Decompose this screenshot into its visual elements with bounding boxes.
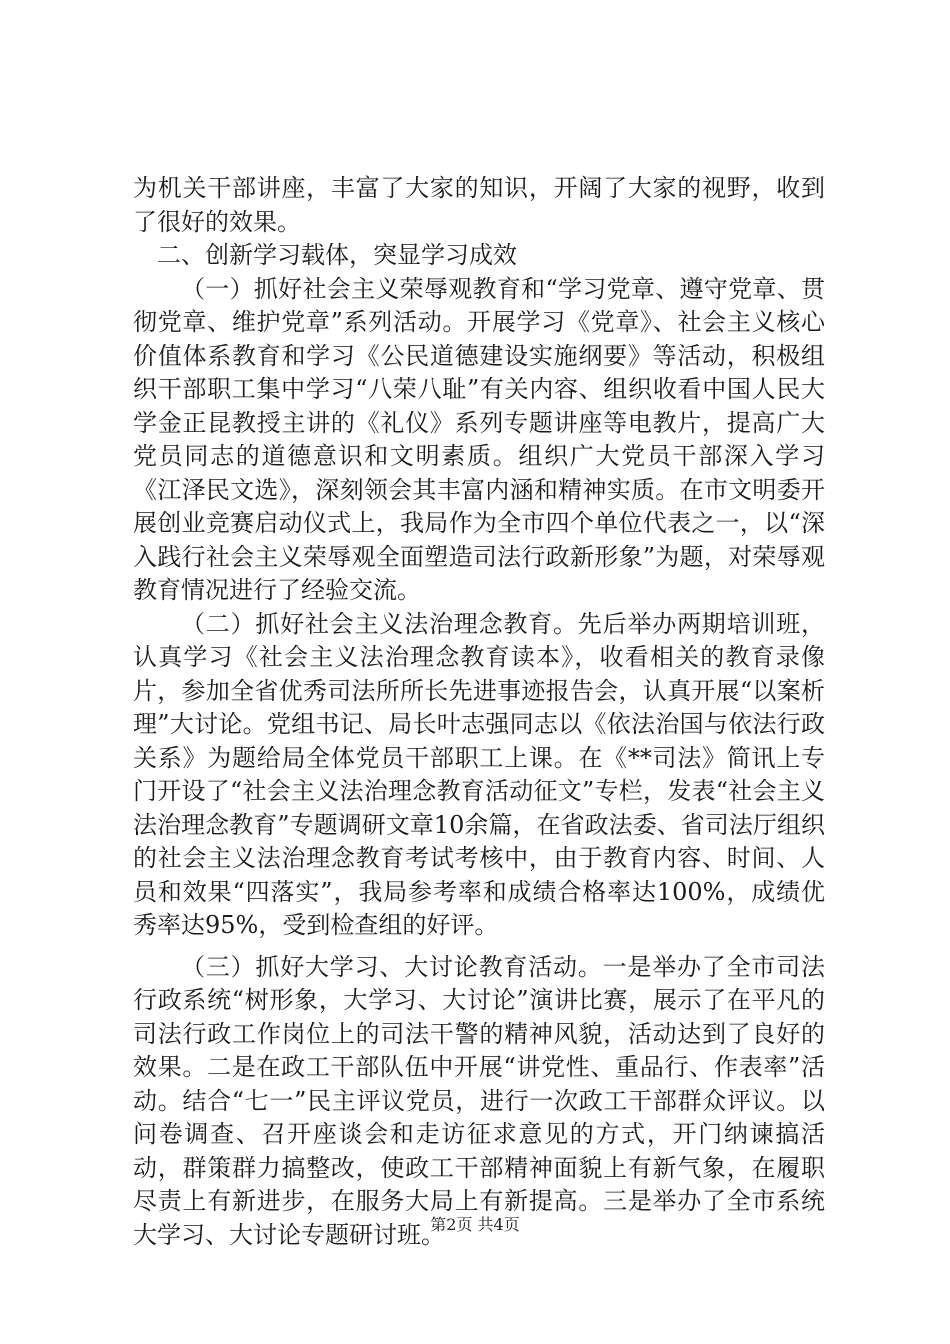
paragraph-continuation: 为机关干部讲座，丰富了大家的知识，开阔了大家的视野，收到了很好的效果。 [133, 174, 825, 236]
paragraph-item-3: （三）抓好大学习、大讨论教育活动。一是举办了全市司法行政系统“树形象，大学习、大讨论”演讲比赛，展示了在平凡的司法行政工作岗位上的司法干警的精神风貌，活动达到了良好的效果。二是在政工干部队伍中开展“讲党性、重品行、作表率”活动。结合“七一”民主评议党员，进行一次政工干部群众评议。以问卷调查、召开座谈会和走访征求意见的方式，开门纳谏搞活动，群策群力搞整改，使政工干部精神面貌上有新气象，在履职尽责上有新进步，在服务大局上有新提高。三是举办了全市系统大学习、大讨论专题研讨班。 [133, 952, 825, 1249]
document-body [133, 172, 825, 1252]
paragraph-item-1: （一）抓好社会主义荣辱观教育和“学习党章、遵守党章、贯彻党章、维护党章”系列活动。开展学习《党章》、社会主义核心价值体系教育和学习《公民道德建设实施纲要》等活动，积极组织干部职工集中学习“八荣八耻”有关内容、组织收看中国人民大学金正昆教授主讲的《礼仪》系列专题讲座等电教片，提高广大党员同志的道德意识和文明素质。组织广大党员干部深入学习《江泽民文选》，深刻领会其丰富内涵和精神实质。在市文明委开展创业竞赛启动仪式上，我局作为全市四个单位代表之一，以“深入践行社会主义荣辱观全面塑造司法行政新形象”为题，对荣辱观教育情况进行了经验交流。 [133, 274, 825, 604]
section-heading: 二、创新学习载体，突显学习成效 [157, 241, 517, 269]
page-number-footer: 第2页 共4页 [430, 1215, 520, 1234]
paragraph-item-2: （二）抓好社会主义法治理念教育。先后举办两期培训班，认真学习《社会主义法治理念教育读本》，收看相关的教育录像片，参加全省优秀司法所所长先进事迹报告会，认真开展“以案析理”大讨论。党组书记、局长叶志强同志以《依法治国与依法行政关系》为题给局全体党员干部职工上课。在《**司法》简讯上专门开设了“社会主义法治理念教育活动征文”专栏，发表“社会主义法治理念教育”专题调研文章10余篇，在省政法委、省司法厅组织的社会主义法治理念教育考试考核中，由于教育内容、时间、人员和效果“四落实”，我局参考率和成绩合格率达100%，成绩优秀率达95%，受到检查组的好评。 [133, 609, 825, 939]
